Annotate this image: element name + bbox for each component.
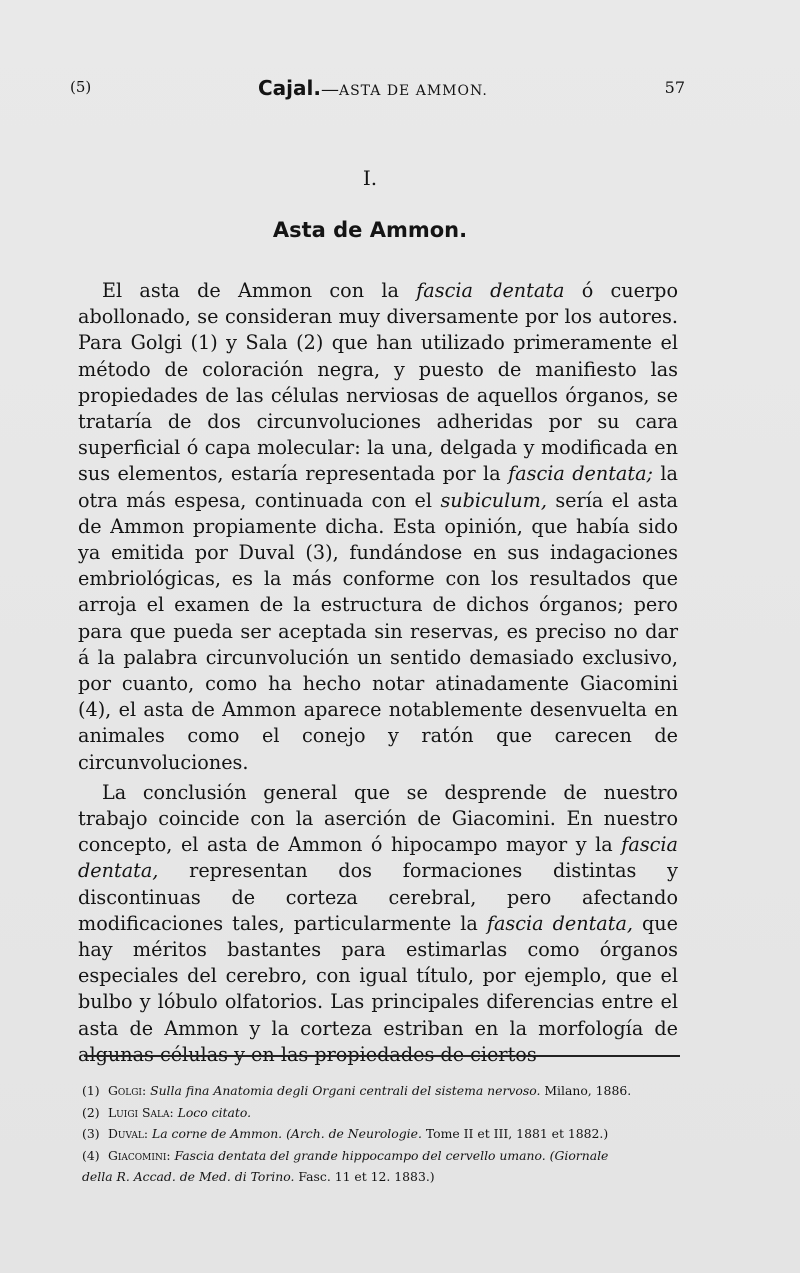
body-text (78, 278, 678, 1068)
text-run: sería el asta de Ammon propiamente dicha. Esta opinión, que había sido ya emitida por Duval (3), fundándose en sus indagaciones embriológicas, es la más conforme con los resultados que arroja el examen de la estructura de dichos órganos; pero para que pueda ser aceptada sin reservas, es preciso no dar á la palabra circunvolución un sentido demasiado exclusivo, por cuanto, como ha hecho notar atinadamente Giacomini (4), el asta de Ammon aparece notablemente desenvuelta en animales como el conejo y ratón que carecen de circunvoluciones. (78, 488, 678, 774)
footnote-number: (4) (82, 1147, 100, 1163)
section-number: I. (362, 166, 378, 190)
italic-term: fascia dentata, (486, 911, 633, 935)
text-run: La conclusión general que se desprende de nuestro trabajo coincide con la aserción de Giacomini. En nuestro concepto, el asta de Ammon ó hipocampo mayor y la (78, 780, 678, 857)
header-left-mark: (5) (70, 78, 92, 96)
paragraph-1 (78, 278, 678, 776)
text-run: ó cuerpo abollonado, se consideran muy diversamente por los autores. Para Golgi (1) y Sala (2) que han utilizado primeramente el método de coloración negra, y puesto de manifiesto las propiedades de las células nerviosas de aquellos órganos, se trataría de dos circunvoluciones adheridas por su cara superficial ó capa molecular: la una, delgada y modificada en sus elementos, estaría representada por la (78, 279, 679, 486)
italic-term: subiculum, (440, 488, 547, 512)
chapter-title: Asta de Ammon. (272, 218, 468, 242)
italic-term: fascia dentata (416, 279, 565, 302)
page-number: 57 (664, 78, 685, 97)
footnote-detail: Fasc. 11 et 12. 1883.) (298, 1169, 435, 1184)
footnote-detail: Milano, 1886. (544, 1083, 632, 1098)
footnote-2 (82, 1102, 682, 1124)
footnote-author: Duval: (107, 1126, 149, 1141)
footnote-detail: Tome II et III, 1881 et 1882.) (425, 1126, 609, 1141)
footnote-4 (82, 1145, 682, 1167)
header-author: Cajal. (258, 76, 321, 100)
footnote-author: Luigi Sala: (107, 1104, 174, 1120)
footnote-number: (2) (82, 1104, 100, 1120)
running-header (70, 76, 685, 106)
italic-term: fascia dentata, (78, 833, 678, 883)
footnote-4-continued (82, 1166, 682, 1188)
paragraph-2 (78, 780, 678, 1068)
italic-term: fascia dentata; (508, 462, 653, 486)
header-separator: — (320, 79, 339, 100)
footnote-number: (3) (82, 1126, 100, 1141)
footnotes (82, 1080, 682, 1188)
footnote-1 (82, 1080, 682, 1102)
footnote-title: Fascia dentata del grande hippocampo del cervello umano. (Giornale (174, 1147, 609, 1163)
footnote-title: Sulla fina Anatomia degli Organi centrali del sistema nervoso. (150, 1083, 541, 1098)
footnote-title: della R. Accad. de Med. di Torino. (82, 1169, 295, 1184)
footnote-author: Golgi: (107, 1083, 147, 1098)
footnote-author: Giacomini: (107, 1147, 171, 1163)
footnote-title: La corne de Ammon. (Arch. de Neurologie. (151, 1126, 422, 1141)
text-run: El asta de Ammon con la (102, 279, 417, 302)
text-run: la otra más espesa, continuada con el (78, 462, 678, 512)
footnote-rule (84, 1055, 680, 1057)
text-run: que hay méritos bastantes para estimarlas como órganos especiales del cerebro, con igual título, por ejemplo, que el bulbo y lóbulo olfatorios. Las principales diferencias entre el asta de Ammon y la corteza estriban en la morfología de algunas células y en las propiedades de ciertos (78, 911, 678, 1066)
text-run: representan dos formaciones distintas y discontinuas de corteza cerebral, pero afectando modificaciones tales, particularmente la (78, 859, 678, 935)
footnote-3 (82, 1123, 682, 1145)
header-title: ASTA DE AMMON. (338, 83, 488, 99)
footnote-number: (1) (82, 1083, 100, 1098)
header-center (258, 76, 488, 100)
footnote-title: Loco citato. (177, 1104, 252, 1120)
